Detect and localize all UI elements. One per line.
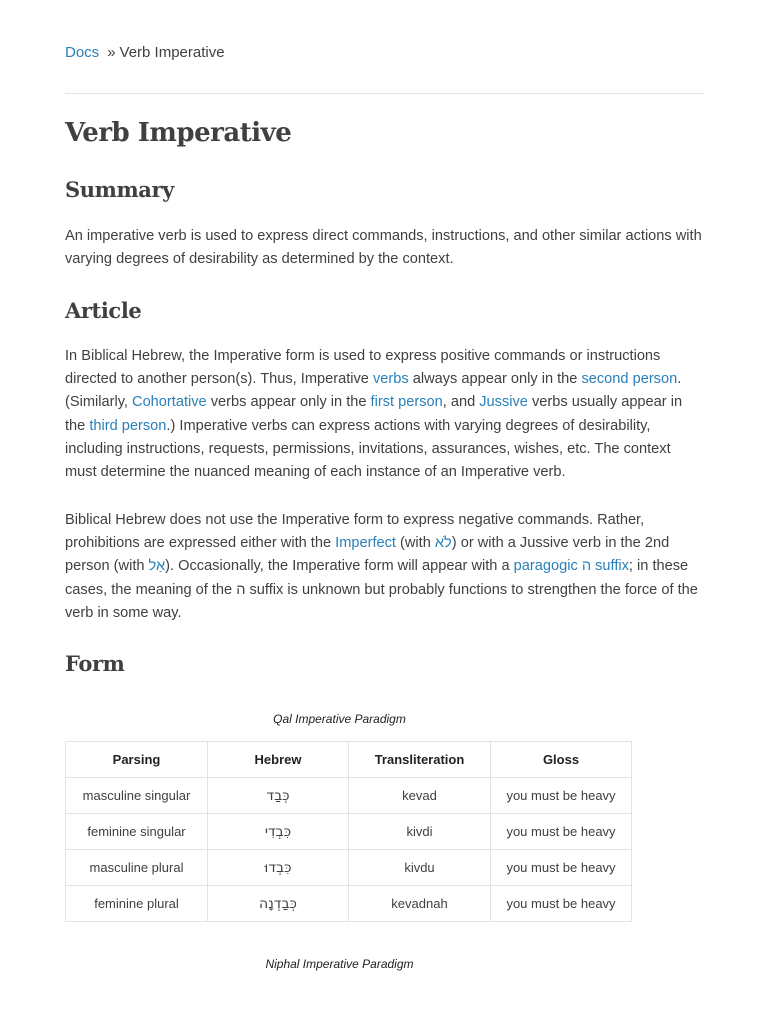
cell-transliteration: kivdu: [349, 850, 491, 886]
second-person-link[interactable]: second person: [581, 371, 678, 388]
cell-hebrew: כִּבְדִי: [208, 814, 349, 850]
third-person-link[interactable]: third person: [89, 417, 167, 434]
text-run: .) Imperative verbs can express actions with varying degrees of desirability, including instructions, requests, permissions, invitations, assurances, wishes, etc. The context must determine the nuanced meaning of each instance of an Imperative verb.: [65, 417, 671, 481]
summary-heading: Summary: [65, 177, 174, 202]
cell-parsing: masculine plural: [66, 850, 208, 886]
cell-gloss: you must be heavy: [491, 850, 632, 886]
cell-parsing: feminine singular: [66, 814, 208, 850]
cell-transliteration: kevad: [349, 778, 491, 814]
breadcrumb-docs-link[interactable]: Docs: [65, 44, 100, 61]
text-run: ) or with a Jussive verb in the 2nd person (with: [65, 535, 670, 575]
text-run: verbs usually appear in the: [65, 394, 683, 434]
first-person-link[interactable]: first person: [370, 394, 443, 411]
table-row: [66, 814, 632, 850]
header-divider: [65, 93, 704, 94]
lo-link[interactable]: לֹא: [434, 535, 452, 552]
cell-hebrew: כִּבְדוּ: [208, 850, 349, 886]
text-run: (with: [395, 535, 435, 552]
article-heading: Article: [65, 298, 142, 323]
cell-transliteration: kevadnah: [349, 886, 491, 922]
text-run: Biblical Hebrew does not use the Imperative form to express negative commands. Rather, prohibitions are expressed either with the: [65, 512, 645, 552]
cell-hebrew: כְּבַדְנָה: [208, 886, 349, 922]
article-paragraph-1: [65, 345, 705, 484]
text-run: ). Occasionally, the Imperative form will appear with a: [165, 558, 514, 575]
header-parsing: Parsing: [66, 742, 208, 778]
text-run: always appear only in the: [408, 371, 582, 388]
cell-transliteration: kivdi: [349, 814, 491, 850]
breadcrumb: [65, 44, 225, 61]
niphal-table-caption: Niphal Imperative Paradigm: [265, 957, 414, 971]
qal-table-caption: Qal Imperative Paradigm: [273, 712, 406, 726]
verbs-link[interactable]: verbs: [372, 371, 409, 388]
header-transliteration: Transliteration: [349, 742, 491, 778]
cell-hebrew: כְּבַד: [208, 778, 349, 814]
cell-parsing: feminine plural: [66, 886, 208, 922]
text-run: , and: [442, 394, 480, 411]
article-paragraph-2: [65, 509, 705, 625]
header-gloss: Gloss: [491, 742, 632, 778]
paragogic-he-suffix-link[interactable]: paragogic ה suffix: [513, 558, 629, 575]
al-link[interactable]: אַל: [148, 558, 166, 575]
header-hebrew: Hebrew: [208, 742, 349, 778]
table-row: [66, 778, 632, 814]
cell-gloss: you must be heavy: [491, 778, 632, 814]
summary-text: An imperative verb is used to express direct commands, instructions, and other similar actions with varying degrees of desirability as determined by the context.: [65, 228, 702, 268]
cell-gloss: you must be heavy: [491, 814, 632, 850]
breadcrumb-separator: »: [107, 44, 116, 61]
imperfect-link[interactable]: Imperfect: [335, 535, 396, 552]
text-run: . (Similarly,: [65, 371, 682, 411]
text-run: In Biblical Hebrew, the Imperative form is used to express positive commands or instructions directed to another person(s). Thus, Imperative: [65, 348, 661, 388]
table-header-row: [66, 742, 632, 778]
jussive-link[interactable]: Jussive: [479, 394, 528, 411]
table-row: [66, 850, 632, 886]
text-run: ; in these cases, the meaning of the ה suffix is unknown but probably functions to strengthen the force of the verb in some way.: [65, 558, 698, 621]
cell-gloss: you must be heavy: [491, 886, 632, 922]
text-run: verbs appear only in the: [206, 394, 371, 411]
breadcrumb-current: Verb Imperative: [119, 44, 225, 61]
table-row: [66, 886, 632, 922]
form-heading: Form: [65, 651, 125, 676]
cell-parsing: masculine singular: [66, 778, 208, 814]
qal-paradigm-table: [65, 741, 632, 922]
cohortative-link[interactable]: Cohortative: [132, 394, 207, 411]
page-title: Verb Imperative: [65, 118, 292, 148]
